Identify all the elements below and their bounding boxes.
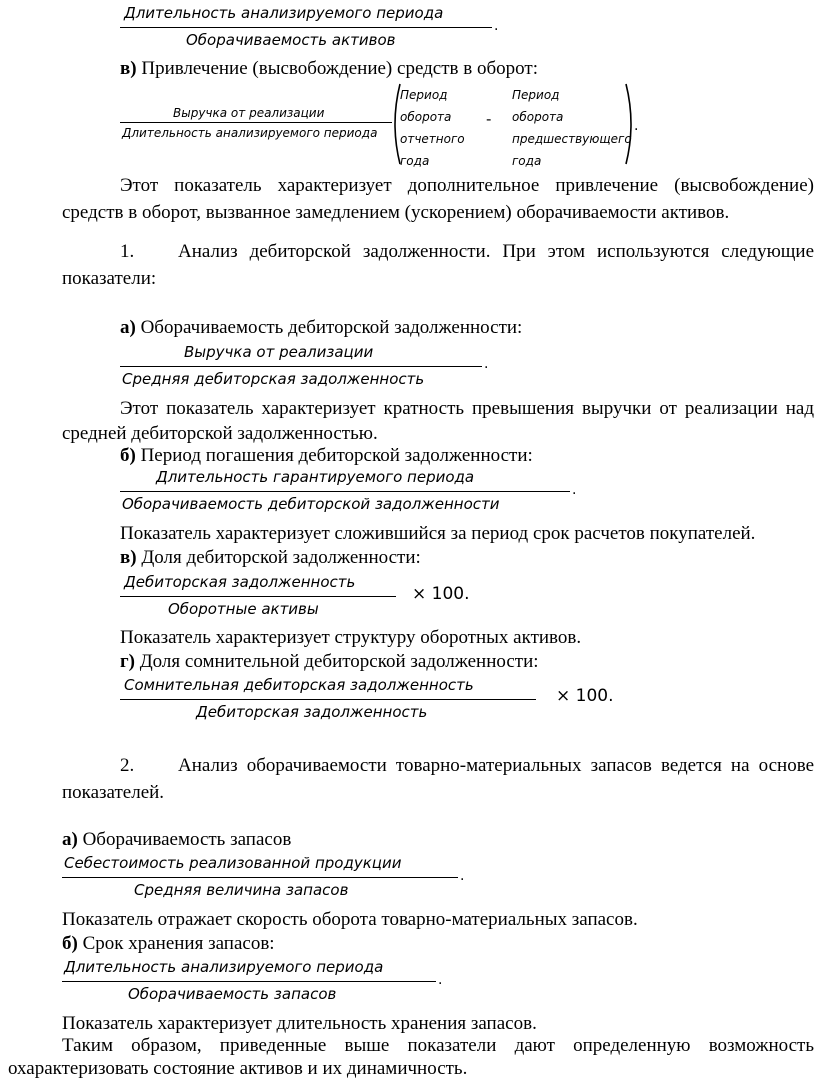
formula-a2-bar xyxy=(62,877,458,878)
formula-big-col2 xyxy=(512,84,632,172)
section-v1-text: Привлечение (высвобождение) средств в оборот: xyxy=(136,58,538,79)
section-b2-heading xyxy=(62,932,275,956)
section-v2-label: в) xyxy=(120,547,137,568)
section-a2-label: а) xyxy=(62,829,78,850)
section-b1-label: б) xyxy=(120,445,136,466)
formula-a2-denominator: Средняя величина запасов xyxy=(134,881,349,899)
section-b2-label: б) xyxy=(62,933,78,954)
section-b2-text: Срок хранения запасов: xyxy=(77,933,275,954)
formula-b2-numerator: Длительность анализируемого периода xyxy=(64,958,384,976)
formula-big-numerator: Выручка от реализации xyxy=(173,106,325,120)
formula-b2-bar xyxy=(62,981,436,982)
list-item-2 xyxy=(62,752,814,806)
formula-a2-numerator: Себестоимость реализованной продукции xyxy=(64,854,402,872)
formula-g-multiplier: × 100. xyxy=(556,686,614,706)
section-b1-text: Период погашения дебиторской задолженности: xyxy=(135,445,533,466)
paragraph-4: Показатель характеризует структуру оборотных активов. xyxy=(120,627,582,648)
col1-line-1: Период xyxy=(400,88,448,102)
formula-v2-denominator: Оборотные активы xyxy=(168,600,319,618)
section-g-text: Доля сомнительной дебиторской задолженности: xyxy=(134,651,539,672)
col2-line-2: оборота xyxy=(512,110,564,124)
formula-g-bar xyxy=(120,699,536,700)
section-g-label: г) xyxy=(120,651,135,672)
formula-b2-dot: . xyxy=(438,972,443,988)
section-a1-text: Оборачиваемость дебиторской задолженности: xyxy=(135,317,523,338)
formula-top-numerator: Длительность анализируемого периода xyxy=(124,4,444,22)
formula-a2-dot: . xyxy=(460,868,465,884)
formula-b1-bar xyxy=(120,491,570,492)
formula-big-dot: . xyxy=(634,118,639,134)
list-item-1 xyxy=(62,238,814,292)
formula-top-bar xyxy=(120,27,492,28)
list-item-1-number: 1. xyxy=(120,241,135,262)
paragraph-6: Показатель характеризует длительность хранения запасов. xyxy=(62,1013,537,1034)
formula-big-col1 xyxy=(400,84,465,172)
section-a2-heading xyxy=(62,828,291,852)
paragraph-3: Показатель характеризует сложившийся за период срок расчетов покупателей. xyxy=(120,523,756,544)
list-item-2-number: 2. xyxy=(120,755,135,776)
section-v2-heading xyxy=(120,546,421,570)
col2-line-4: года xyxy=(512,154,542,168)
col1-line-2: оборота xyxy=(400,110,452,124)
paragraph-1: Этот показатель характеризует дополнительное привлечение (высвобождение) средств в оборот, вызванное замедлением (ускорением) оборачиваемости активов. xyxy=(62,175,814,223)
formula-top-dot: . xyxy=(494,18,499,34)
formula-v2-multiplier: × 100. xyxy=(412,584,470,604)
list-item-1-text: Анализ дебиторской задолженности. При этом используются следующие показатели: xyxy=(62,241,814,289)
paragraph-5: Показатель отражает скорость оборота товарно-материальных запасов. xyxy=(62,909,638,930)
section-a2-text: Оборачиваемость запасов xyxy=(77,829,292,850)
col1-line-3: отчетного xyxy=(400,132,465,146)
formula-a1-dot: . xyxy=(484,356,489,372)
formula-big-minus: - xyxy=(486,110,492,128)
formula-g-denominator: Дебиторская задолженность xyxy=(196,703,428,721)
formula-b2-denominator: Оборачиваемость запасов xyxy=(128,985,337,1003)
paragraph-7: Таким образом, приведенные выше показатели дают определенную возможность охарактеризовать состояние активов и их динамичность. xyxy=(8,1035,814,1079)
section-v2-text: Доля дебиторской задолженности: xyxy=(136,547,421,568)
section-b1-heading xyxy=(120,444,533,468)
col1-line-4: года xyxy=(400,154,430,168)
formula-a1-bar xyxy=(120,366,482,367)
formula-big-bar xyxy=(120,122,392,123)
formula-b1-dot: . xyxy=(572,482,577,498)
section-a1-label: а) xyxy=(120,317,136,338)
col2-line-1: Период xyxy=(512,88,560,102)
formula-v2-bar xyxy=(120,596,396,597)
list-item-2-text: Анализ оборачиваемости товарно-материальных запасов ведется на основе показателей. xyxy=(62,755,814,803)
formula-a1-denominator: Средняя дебиторская задолженность xyxy=(122,370,425,388)
paragraph-2: Этот показатель характеризует кратность превышения выручки от реализации над средней дебиторской задолженностью. xyxy=(62,398,814,444)
formula-b1-numerator: Длительность гарантируемого периода xyxy=(156,468,475,486)
formula-b1-denominator: Оборачиваемость дебиторской задолженности xyxy=(122,495,500,513)
section-a1-heading xyxy=(120,316,522,340)
formula-v2-numerator: Дебиторская задолженность xyxy=(124,573,356,591)
formula-top-denominator: Оборачиваемость активов xyxy=(186,31,396,49)
section-v1-heading xyxy=(120,57,538,81)
col2-line-3: предшествующего xyxy=(512,132,632,146)
formula-a1-numerator: Выручка от реализации xyxy=(184,343,374,361)
section-g-heading xyxy=(120,650,539,674)
section-v1-label: в) xyxy=(120,58,137,79)
formula-big-denominator: Длительность анализируемого периода xyxy=(122,126,378,140)
formula-g-numerator: Сомнительная дебиторская задолженность xyxy=(124,676,474,694)
